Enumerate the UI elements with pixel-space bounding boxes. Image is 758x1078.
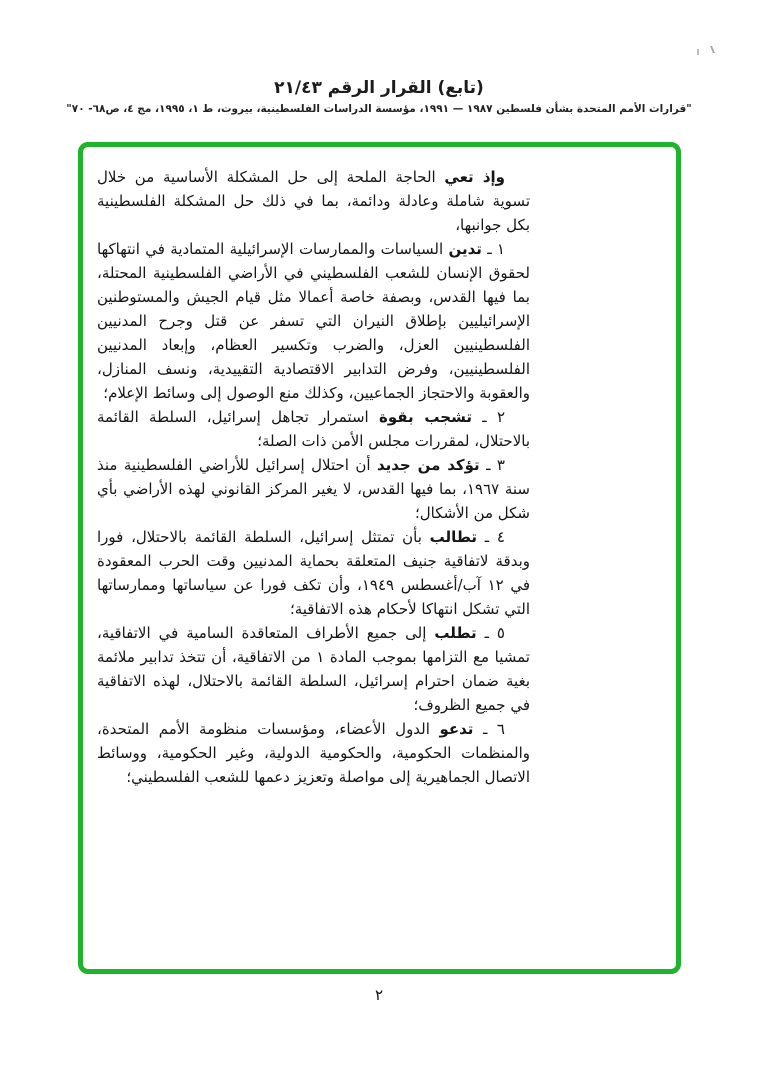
paragraph-number: ٢ ـ xyxy=(482,408,505,426)
paragraph-text: بأن تمتثل إسرائيل، السلطة القائمة بالاحتلال، فورا وبدقة لاتفاقية جنيف المتعلقة بحماية المدنيين وقت الحرب المعقودة في ١٢ آب/أغسطس ١٩٤٩، وأن تكف فورا عن سياساتها وممارساتها التي تشكل انتهاكا لأحكام هذه الاتفاقية؛ xyxy=(97,528,531,618)
preamble-paragraph xyxy=(97,165,530,237)
paragraph-text: السياسات والممارسات الإسرائيلية المتمادية في انتهاكها لحقوق الإنسان للشعب الفلسطيني في الأراضي الفلسطينية المحتلة، بما فيها القدس، وبصفة خاصة أعمالا مثل قيام الجيش والمستوطنين الإسرائيليين بإطلاق النيران التي تسفر عن قتل وجرح المدنيين الفلسطينيين العزل، والضرب وتكسير العظام، وإبعاد المدنيين الفلسطينيين، وفرض التدابير الاقتصادية التقييدية، ونسف المنازل، والعقوبة والاحتجاز الجماعيين، وكذلك منع الوصول إلى وسائط الإعلام؛ xyxy=(97,240,530,402)
paragraph-lead: تدعو xyxy=(439,720,474,738)
paragraph-number: ٥ ـ xyxy=(484,624,505,642)
operative-paragraph-6 xyxy=(97,717,530,789)
paragraph-lead: تطلب xyxy=(434,624,477,642)
resolution-body xyxy=(97,165,530,789)
paragraph-lead: تدين xyxy=(448,240,482,258)
paragraph-text: الدول الأعضاء، ومؤسسات منظومة الأمم المتحدة، والمنظمات الحكومية، والحكومية الدولية، وغير الحكومية، ووسائط الاتصال الجماهيرية إلى مواصلة وتعزيز دعمها للشعب الفلسطيني؛ xyxy=(97,720,530,786)
paragraph-lead: تؤكد من جديد xyxy=(376,456,480,474)
operative-paragraph-5 xyxy=(97,621,530,717)
operative-paragraph-2 xyxy=(97,405,530,453)
operative-paragraph-4 xyxy=(97,525,530,621)
paragraph-text: إلى جميع الأطراف المتعاقدة السامية في الاتفاقية، تمشيا مع التزامها بموجب المادة ١ من الاتفاقية، أن تتخذ تدابير ملائمة بغية ضمان احترام إسرائيل، السلطة القائمة بالاحتلال، لهذه الاتفاقية في جميع الظروف؛ xyxy=(97,624,530,714)
paragraph-lead: تشجب بقوة xyxy=(378,408,472,426)
operative-paragraph-1 xyxy=(97,237,530,405)
scan-speck xyxy=(710,46,715,53)
resolution-title: (تابع) القرار الرقم ٢١/٤٣ xyxy=(274,78,484,98)
paragraph-text: الحاجة الملحة إلى حل المشكلة الأساسية من خلال تسوية شاملة وعادلة ودائمة، بما في ذلك حل المشكلة الفلسطينية بكل جوانبها، xyxy=(97,168,530,234)
paragraph-text: أن احتلال إسرائيل للأراضي الفلسطينية منذ سنة ١٩٦٧، بما فيها القدس، لا يغير المركز القانوني لهذه الأراضي بأي شكل من الأشكال؛ xyxy=(97,456,530,522)
paragraph-lead: وإذ تعي xyxy=(444,168,505,186)
paragraph-number: ١ ـ xyxy=(487,240,505,258)
paragraph-lead: تطالب xyxy=(429,528,478,546)
source-citation: "قرارات الأمم المتحدة بشأن فلسطين ١٩٨٧ — ١٩٩١، مؤسسة الدراسات الفلسطينية، بيروت، ط ١، ١٩٩٥، مج ٤، ص٦٨- ٧٠" xyxy=(66,103,692,115)
paragraph-number: ٣ ـ xyxy=(486,456,505,474)
scan-speck xyxy=(697,49,699,55)
operative-paragraph-3 xyxy=(97,453,530,525)
paragraph-text: استمرار تجاهل إسرائيل، السلطة القائمة بالاحتلال، لمقررات مجلس الأمن ذات الصلة؛ xyxy=(97,408,530,450)
page-number: ٢ xyxy=(374,986,384,1004)
paragraph-number: ٤ ـ xyxy=(484,528,505,546)
paragraph-number: ٦ ـ xyxy=(482,720,505,738)
